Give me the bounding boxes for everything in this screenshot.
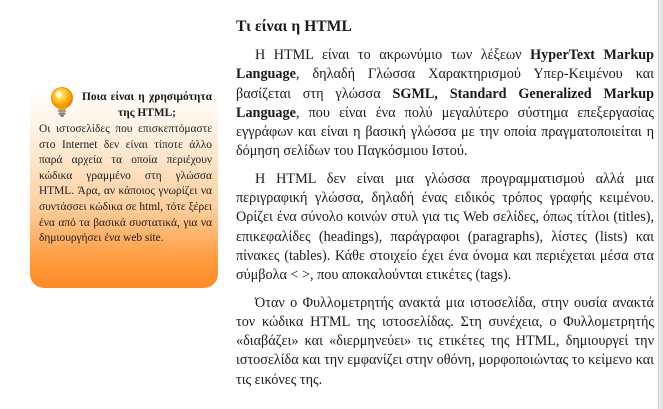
paragraph-3: Όταν ο Φυλλομετρητής ανακτά μια ιστοσελίδα, στην ουσία ανακτά τον κώδικα HTML της ιστοσελίδας. Στη συνέχεια, ο Φυλλομετρητής «διαβάζει» και «διερμηνεύει» τις ετικέτες της HTML, δημιουργεί την ιστοσελίδα και την εμφανίζει στην οθόνη, μορφοποιώντας το κείμενο και τις εικόνες της.	[236, 294, 654, 388]
section-title: Τι είναι η HTML	[236, 18, 352, 35]
p1-term-sgml: SGML, Standard Generalized Markup Language	[236, 85, 654, 121]
p1-text-3: , που είναι ένα πολύ μεγαλύτερο σύστημα επεξεργασίας εγγράφων και είναι η βασική γλώσσα με την οποία πραγματοποιείται η δόμηση σελίδων του Παγκόσμιου Ιστού.	[236, 104, 654, 160]
main-content	[236, 46, 654, 398]
sidebar-title: Ποια είναι η χρησιμότητα της HTML;	[82, 91, 212, 119]
scrollbar-edge[interactable]	[658, 0, 663, 409]
p1-text-2: , δηλαδή Γλώσσα Χαρακτηρισμού Υπερ-Κειμένου και βασίζεται στη γλώσσα	[236, 66, 654, 102]
p1-text-1: Η HTML είναι το ακρωνύμιο των λέξεων	[255, 47, 531, 63]
p1-term-html: HyperText Markup Language	[236, 47, 654, 83]
paragraph-2: Η HTML δεν είναι μια γλώσσα προγραμματισμού αλλά μια περιγραφική γλώσσα, δηλαδή ένας ειδικός τρόπος γραφής κειμένου. Ορίζει ένα σύνολο κοινών στυλ για τις Web σελίδες, όπως τίτλοι (titles), επικεφαλίδες (headings), παράγραφοι (paragraphs), λίστες (lists) και πίνακες (tables). Κάθε στοιχείο έχει ένα όνομα και περιέχεται μέσα στα σύμβολα < >, που αποκαλούνται ετικέτες (tags).	[236, 170, 654, 284]
lightbulb-icon	[47, 86, 77, 118]
sidebar-body-text: Οι ιστοσελίδες που επισκεπτόμαστε στο Internet δεν είναι τίποτε άλλο παρά αρχεία τα οποία περιέχουν κώδικα γραμμένο στη γλώσσα HTML. Άρα, αν κάποιος γνωρίζει να συντάσσει κώδικα σε html, τότε ξέρει ένα από τα βασικά συστατικά, για να δημιουργήσει ένα web site.	[39, 123, 212, 245]
paragraph-1	[236, 46, 654, 162]
